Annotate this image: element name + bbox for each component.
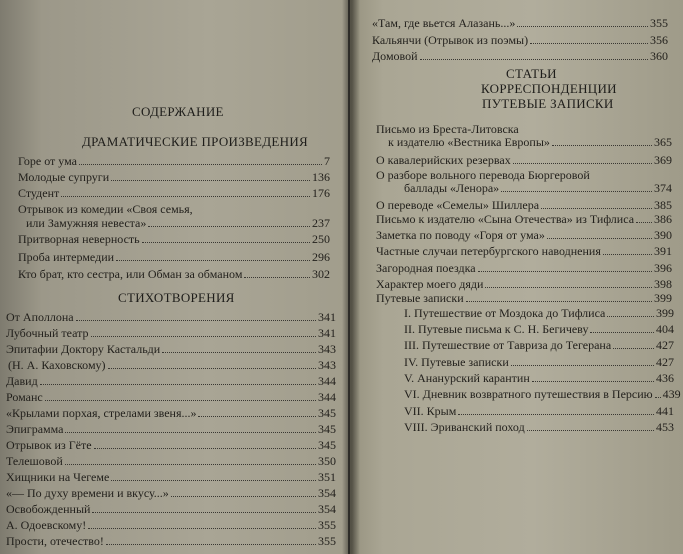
- entry-title: III. Путешествие от Тавриза до Тегерана: [404, 338, 612, 352]
- entry-page-number: 396: [654, 261, 672, 275]
- right-page: [350, 0, 683, 554]
- articles-section-title: СТАТЬИ: [506, 66, 557, 81]
- leader-dots: [485, 287, 652, 288]
- entry-page-number: 176: [312, 186, 330, 200]
- toc-entry: [372, 49, 668, 64]
- leader-dots: [65, 432, 316, 433]
- toc-entry: [18, 170, 330, 185]
- toc-entry: [376, 277, 672, 292]
- entry-page-number: 356: [650, 33, 668, 47]
- toc-entry: [6, 422, 336, 437]
- leader-dots: [162, 352, 316, 353]
- entry-title: «— По духу времени и вкусу...»: [6, 486, 169, 500]
- entry-page-number: 369: [654, 153, 672, 167]
- toc-entry: [6, 438, 336, 453]
- toc-entry: [376, 198, 672, 213]
- entry-page-number: 354: [318, 486, 336, 500]
- entry-page-number: 355: [318, 534, 336, 548]
- leader-dots: [92, 512, 316, 513]
- leader-dots: [607, 316, 654, 317]
- toc-entry: [18, 232, 330, 247]
- entry-title: Хищники на Чегеме: [6, 470, 110, 484]
- toc-entry: [372, 16, 668, 31]
- leader-dots: [478, 271, 652, 272]
- leader-dots: [106, 544, 316, 545]
- entry-title: О переводе «Семелы» Шиллера: [376, 198, 540, 212]
- entry-title: Давид: [6, 374, 38, 388]
- entry-title: или Замужняя невеста»: [26, 216, 147, 230]
- leader-dots: [244, 277, 310, 278]
- entry-page-number: 343: [318, 342, 336, 356]
- entry-title: Проба интермедии: [18, 250, 115, 264]
- leader-dots: [655, 397, 661, 398]
- toc-entry: [18, 186, 330, 201]
- entry-page-number: 427: [656, 338, 674, 352]
- leader-dots: [171, 496, 316, 497]
- entry-title: Загородная поездка: [376, 261, 476, 275]
- entry-title: Прости, отечество!: [6, 534, 104, 548]
- toc-entry: [404, 420, 674, 435]
- leader-dots: [501, 191, 652, 192]
- toc-entry: [26, 216, 330, 231]
- entry-page-number: 343: [318, 358, 336, 372]
- entry-page-number: 345: [318, 438, 336, 452]
- entry-page-number: 404: [656, 322, 674, 336]
- toc-entry: [376, 153, 672, 168]
- entry-page-number: 374: [654, 181, 672, 195]
- entry-page-number: 302: [312, 267, 330, 281]
- leader-dots: [603, 254, 652, 255]
- entry-title: Заметка по поводу «Горя от ума»: [376, 228, 545, 242]
- toc-entry: [376, 244, 672, 259]
- entry-page-number: 250: [312, 232, 330, 246]
- entry-page-number: 390: [654, 228, 672, 242]
- toc-entry: [404, 387, 681, 402]
- leader-dots: [466, 301, 652, 302]
- entry-title: I. Путешествие от Моздока до Тифлиса: [404, 306, 606, 320]
- entry-title: Молодые супруги: [18, 170, 110, 184]
- entry-title: Освобожденный: [6, 502, 91, 516]
- entry-title: Кальянчи (Отрывок из поэмы): [372, 33, 529, 47]
- leader-dots: [111, 180, 310, 181]
- entry-title: Характер моего дяди: [376, 277, 484, 291]
- toc-entry: [18, 250, 330, 265]
- toc-entry: [6, 406, 336, 421]
- entry-page-number: 427: [656, 355, 674, 369]
- entry-page-number: 386: [654, 212, 672, 226]
- toc-entry: [6, 310, 336, 325]
- toc-entry: [6, 486, 336, 501]
- entry-title: Отрывок из комедии «Своя семья,: [18, 202, 193, 216]
- leader-dots: [552, 145, 652, 146]
- toc-entry: [6, 342, 336, 357]
- toc-entry: [6, 518, 336, 533]
- entry-page-number: 399: [654, 291, 672, 305]
- leader-dots: [88, 528, 316, 529]
- poems-section-title: СТИХОТВОРЕНИЯ: [118, 290, 235, 305]
- toc-entry: [404, 306, 674, 321]
- leader-dots: [613, 348, 654, 349]
- leader-dots: [198, 416, 316, 417]
- leader-dots: [511, 365, 654, 366]
- entry-page-number: 296: [312, 250, 330, 264]
- entry-title: Эпитафии Доктору Кастальди: [6, 342, 161, 356]
- entry-title: баллады «Ленора»: [404, 181, 500, 195]
- entry-title: Частные случаи петербургского наводнения: [376, 244, 601, 258]
- toc-entry: [6, 534, 336, 549]
- leader-dots: [61, 196, 310, 197]
- entry-page-number: 441: [656, 404, 674, 418]
- leader-dots: [517, 26, 648, 27]
- leader-dots: [532, 381, 654, 382]
- toc-entry: [376, 212, 672, 227]
- entry-page-number: 355: [650, 16, 668, 30]
- leader-dots: [541, 208, 652, 209]
- toc-entry: [8, 358, 336, 373]
- leader-dots: [636, 222, 652, 223]
- toc-entry: [388, 135, 672, 150]
- toc-entry: [372, 33, 668, 48]
- entry-page-number: 436: [656, 371, 674, 385]
- toc-entry: [18, 202, 330, 217]
- toc-entry: [404, 404, 674, 419]
- leader-dots: [40, 384, 316, 385]
- entry-title: VIII. Эриванский поход: [404, 420, 525, 434]
- leader-dots: [590, 332, 654, 333]
- entry-title: Романс: [6, 390, 43, 404]
- toc-entry: [404, 181, 672, 196]
- entry-page-number: 345: [318, 422, 336, 436]
- entry-title: VI. Дневник возвратного путешествия в Персию: [404, 387, 653, 401]
- entry-page-number: 237: [312, 216, 330, 230]
- leader-dots: [76, 320, 316, 321]
- toc-entry: [404, 355, 674, 370]
- entry-page-number: 341: [318, 310, 336, 324]
- drama-section-title: ДРАМАТИЧЕСКИЕ ПРОИЗВЕДЕНИЯ: [82, 134, 309, 149]
- entry-title: «Там, где вьется Алазань...»: [372, 16, 516, 30]
- entry-title: IV. Путевые записки: [404, 355, 509, 369]
- entry-title: Отрывок из Гёте: [6, 438, 92, 452]
- toc-entry: [6, 326, 336, 341]
- entry-title: «Крылами порхая, стрелами звеня...»: [6, 406, 197, 420]
- leader-dots: [94, 448, 316, 449]
- entry-page-number: 351: [318, 470, 336, 484]
- toc-entry: [6, 502, 336, 517]
- entry-page-number: 391: [654, 244, 672, 258]
- leader-dots: [65, 464, 316, 465]
- toc-entry: [6, 374, 336, 389]
- leader-dots: [547, 238, 652, 239]
- entry-page-number: 136: [312, 170, 330, 184]
- toc-entry: [6, 454, 336, 469]
- entry-title: Студент: [18, 186, 60, 200]
- leader-dots: [79, 164, 322, 165]
- leader-dots: [142, 242, 310, 243]
- leader-dots: [108, 368, 316, 369]
- leader-dots: [91, 336, 316, 337]
- entry-page-number: 350: [318, 454, 336, 468]
- entry-title: Письмо из Бреста-Литовска: [376, 122, 519, 136]
- entry-title: Телешовой: [6, 454, 63, 468]
- leader-dots: [148, 226, 310, 227]
- entry-title: О кавалерийских резервах: [376, 153, 511, 167]
- toc-entry: [6, 470, 336, 485]
- leader-dots: [513, 163, 652, 164]
- entry-title: Кто брат, кто сестра, или Обман за обманом: [18, 267, 243, 281]
- entry-title: А. Одоевскому!: [6, 518, 87, 532]
- toc-entry: [18, 154, 330, 169]
- entry-title: к издателю «Вестника Европы»: [388, 135, 550, 149]
- leader-dots: [530, 43, 648, 44]
- entry-title: VII. Крым: [404, 404, 457, 418]
- entry-page-number: 344: [318, 374, 336, 388]
- entry-page-number: 385: [654, 198, 672, 212]
- entry-title: О разборе вольного перевода Бюргеровой: [376, 168, 590, 182]
- entry-title: Письмо к издателю «Сына Отечества» из Тифлиса: [376, 212, 635, 226]
- entry-title: V. Ананурский карантин: [404, 371, 530, 385]
- toc-entry: [376, 261, 672, 276]
- entry-title: Горе от ума: [18, 154, 77, 168]
- entry-title: Путевые записки: [376, 291, 464, 305]
- entry-title: Притворная неверность: [18, 232, 140, 246]
- entry-title: II. Путевые письма к С. Н. Бегичеву: [404, 322, 589, 336]
- entry-title: Эпиграмма: [6, 422, 64, 436]
- toc-entry: [404, 338, 674, 353]
- leader-dots: [45, 400, 316, 401]
- entry-page-number: 344: [318, 390, 336, 404]
- entry-page-number: 360: [650, 49, 668, 63]
- toc-entry: [18, 267, 330, 282]
- entry-title: От Аполлона: [6, 310, 74, 324]
- correspondence-section-title: КОРРЕСПОНДЕНЦИИ: [481, 81, 617, 96]
- toc-entry: [376, 228, 672, 243]
- leader-dots: [116, 260, 310, 261]
- page-gutter-shadow: [342, 0, 360, 554]
- travel-notes-section-title: ПУТЕВЫЕ ЗАПИСКИ: [482, 96, 614, 111]
- entry-page-number: 453: [656, 420, 674, 434]
- leader-dots: [420, 59, 648, 60]
- leader-dots: [527, 430, 654, 431]
- entry-page-number: 355: [318, 518, 336, 532]
- toc-entry: [404, 371, 674, 386]
- toc-entry: [404, 322, 674, 337]
- entry-page-number: 345: [318, 406, 336, 420]
- entry-page-number: 399: [656, 306, 674, 320]
- entry-page-number: 365: [654, 135, 672, 149]
- entry-title: Домовой: [372, 49, 418, 63]
- entry-page-number: 354: [318, 502, 336, 516]
- entry-title: (Н. А. Каховскому): [8, 358, 106, 372]
- leader-dots: [111, 480, 316, 481]
- toc-entry: [376, 291, 672, 306]
- entry-page-number: 439: [662, 387, 681, 401]
- contents-title: СОДЕРЖАНИЕ: [132, 104, 224, 119]
- entry-page-number: 398: [654, 277, 672, 291]
- entry-page-number: 7: [324, 154, 330, 168]
- entry-page-number: 341: [318, 326, 336, 340]
- toc-entry: [6, 390, 336, 405]
- leader-dots: [458, 414, 654, 415]
- entry-title: Лубочный театр: [6, 326, 89, 340]
